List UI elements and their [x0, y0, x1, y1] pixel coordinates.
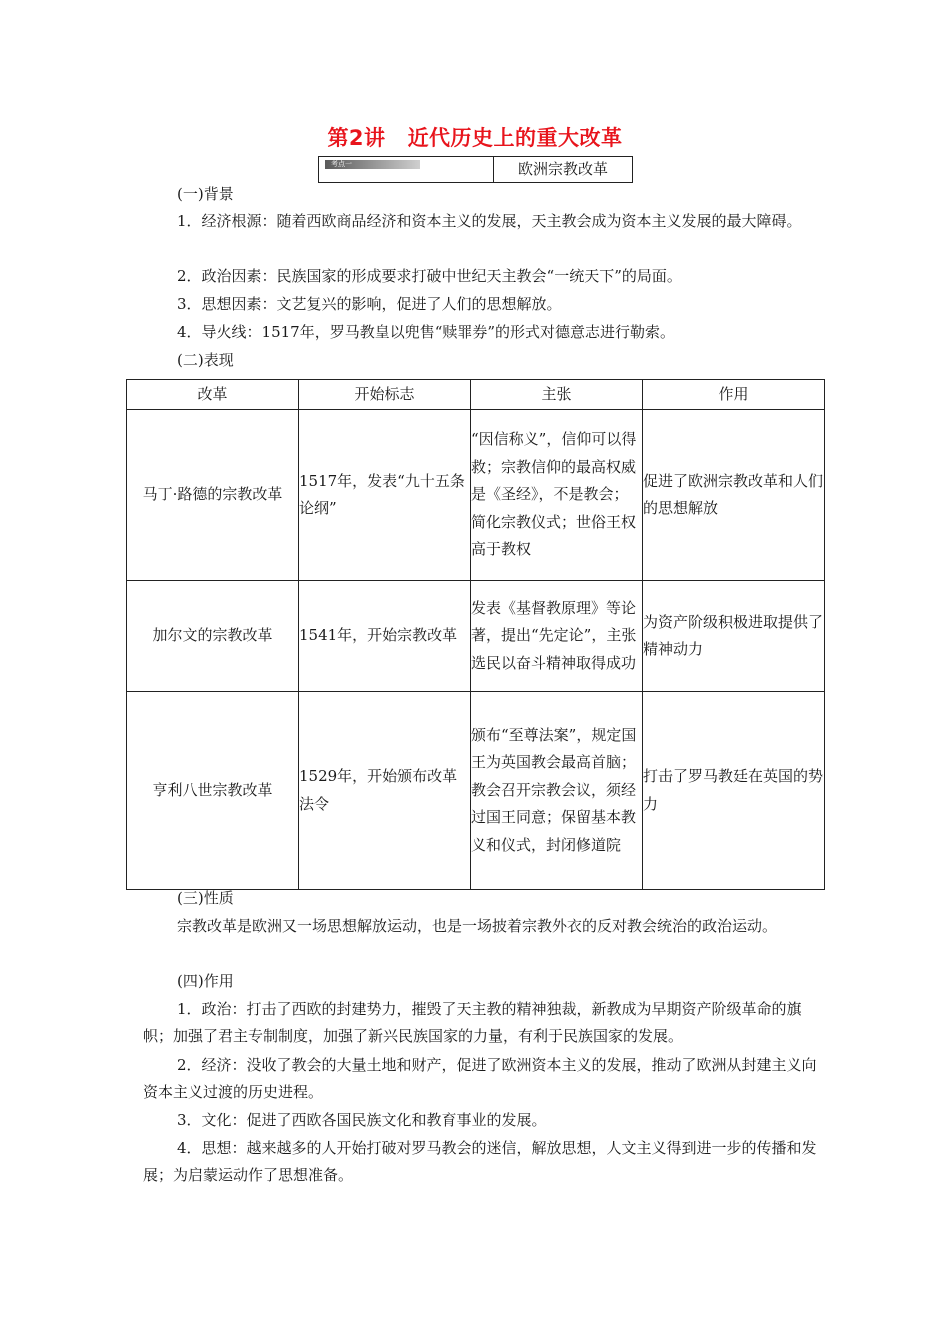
section-heading-manifestation: (二)表现: [177, 351, 234, 369]
column-header: 主张: [471, 380, 643, 410]
effect-cell: 促进了欧洲宗教改革和人们的思想解放: [643, 410, 825, 581]
lecture-title: 近代历史上的重大改革: [407, 126, 623, 150]
reform-name-cell: 亨利八世宗教改革: [127, 692, 299, 890]
claims-cell: “因信称义”，信仰可以得救；宗教信仰的最高权威是《圣经》，不是教会；简化宗教仪式；世俗王权高于教权: [471, 410, 643, 581]
kaodian-label-cell: [319, 157, 494, 182]
background-item: 4．导火线：1517年，罗马教皇以兜售“赎罪券”的形式对德意志进行勒索。: [177, 323, 676, 341]
table-header-row: [127, 380, 825, 410]
reform-name-cell: 加尔文的宗教改革: [127, 581, 299, 692]
table-row: [127, 410, 825, 581]
effect-item: 1．政治：打击了西欧的封建势力，摧毁了天主教的精神独裁，新教成为早期资产阶级革命的旗帜；加强了君主专制制度，加强了新兴民族国家的力量，有利于民族国家的发展。: [143, 1000, 802, 1045]
nature-text: 宗教改革是欧洲又一场思想解放运动，也是一场披着宗教外衣的反对教会统治的政治运动。: [177, 917, 778, 935]
start-marker-cell: 1541年，开始宗教改革: [299, 581, 471, 692]
section-heading-effect: (四)作用: [177, 972, 234, 990]
section-heading-nature: (三)性质: [177, 889, 234, 907]
effect-cell: 为资产阶级积极进取提供了精神动力: [643, 581, 825, 692]
start-marker-cell: 1529年，开始颁布改革法令: [299, 692, 471, 890]
kaodian-tag: 考点一: [325, 160, 420, 169]
background-item: 3．思想因素：文艺复兴的影响，促进了人们的思想解放。: [177, 295, 562, 313]
claims-cell: 颁布“至尊法案”，规定国王为英国教会最高首脑；教会召开宗教会议，须经过国王同意；保留基本教义和仪式，封闭修道院: [471, 692, 643, 890]
table-row: [127, 581, 825, 692]
effect-cell: 打击了罗马教廷在英国的势力: [643, 692, 825, 890]
claims-cell: 发表《基督教原理》等论著，提出“先定论”，主张选民以奋斗精神取得成功: [471, 581, 643, 692]
start-marker-cell: 1517年，发表“九十五条论纲”: [299, 410, 471, 581]
effect-item: 4．思想：越来越多的人开始打破对罗马教会的迷信，解放思想，人文主义得到进一步的传播和发展；为启蒙运动作了思想准备。: [143, 1139, 817, 1184]
section-heading-background: (一)背景: [177, 185, 234, 203]
column-header: 开始标志: [299, 380, 471, 410]
background-item: 2．政治因素：民族国家的形成要求打破中世纪天主教会“一统天下”的局面。: [177, 267, 682, 285]
lecture-number: 第2讲: [327, 126, 386, 150]
kaodian-box: [318, 156, 633, 183]
column-header: 改革: [127, 380, 299, 410]
column-header: 作用: [643, 380, 825, 410]
background-item: 1．经济根源：随着西欧商品经济和资本主义的发展，天主教会成为资本主义发展的最大障碍。: [177, 212, 802, 230]
effect-item: 3．文化：促进了西欧各国民族文化和教育事业的发展。: [177, 1111, 547, 1129]
page-title: [0, 122, 950, 152]
reform-table: [126, 379, 825, 890]
effect-item: 2．经济：没收了教会的大量土地和财产，促进了欧洲资本主义的发展，推动了欧洲从封建主义向资本主义过渡的历史进程。: [143, 1056, 817, 1101]
table-row: [127, 692, 825, 890]
reform-name-cell: 马丁·路德的宗教改革: [127, 410, 299, 581]
kaodian-topic: 欧洲宗教改革: [517, 160, 608, 178]
